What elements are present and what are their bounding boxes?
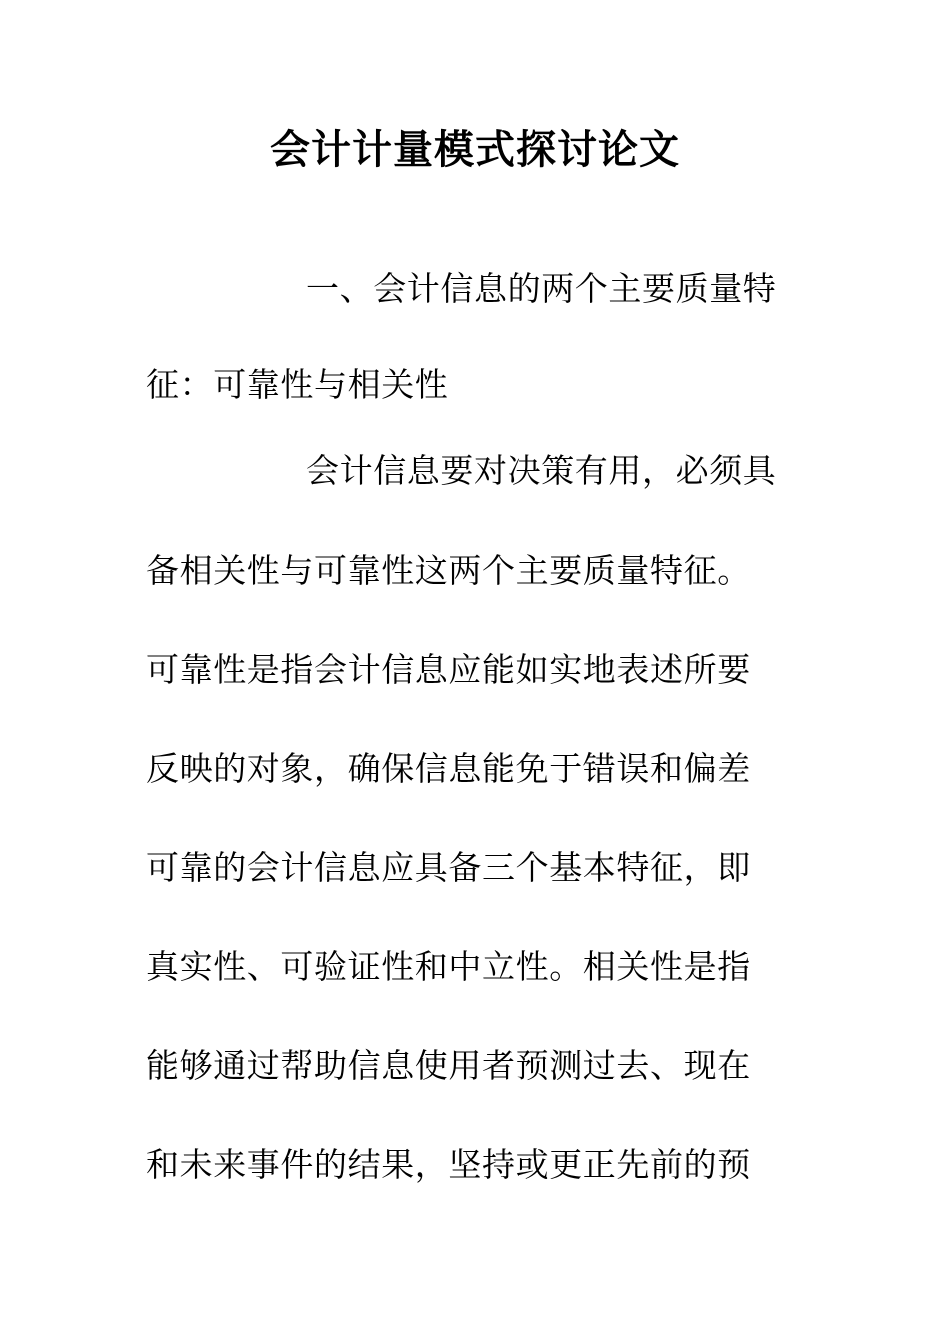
section-heading-line-1: 一、会计信息的两个主要质量特 bbox=[306, 269, 777, 308]
paragraph-line-7: 能够通过帮助信息使用者预测过去、现在 bbox=[146, 1046, 751, 1085]
paragraph-line-2: 备相关性与可靠性这两个主要质量特征。 bbox=[146, 551, 751, 590]
paragraph-line-8: 和未来事件的结果，坚持或更正先前的预 bbox=[146, 1145, 751, 1184]
paragraph-line-5: 可靠的会计信息应具备三个基本特征，即 bbox=[146, 848, 751, 887]
section-heading-line-2: 征：可靠性与相关性 bbox=[146, 365, 449, 404]
document-title: 会计计量模式探讨论文 bbox=[270, 126, 680, 173]
paragraph-line-6: 真实性、可验证性和中立性。相关性是指 bbox=[146, 947, 751, 986]
paragraph-line-3: 可靠性是指会计信息应能如实地表述所要 bbox=[146, 650, 751, 689]
paragraph-line-1: 会计信息要对决策有用，必须具 bbox=[306, 451, 777, 490]
paragraph-line-4: 反映的对象，确保信息能免于错误和偏差 bbox=[146, 749, 751, 788]
